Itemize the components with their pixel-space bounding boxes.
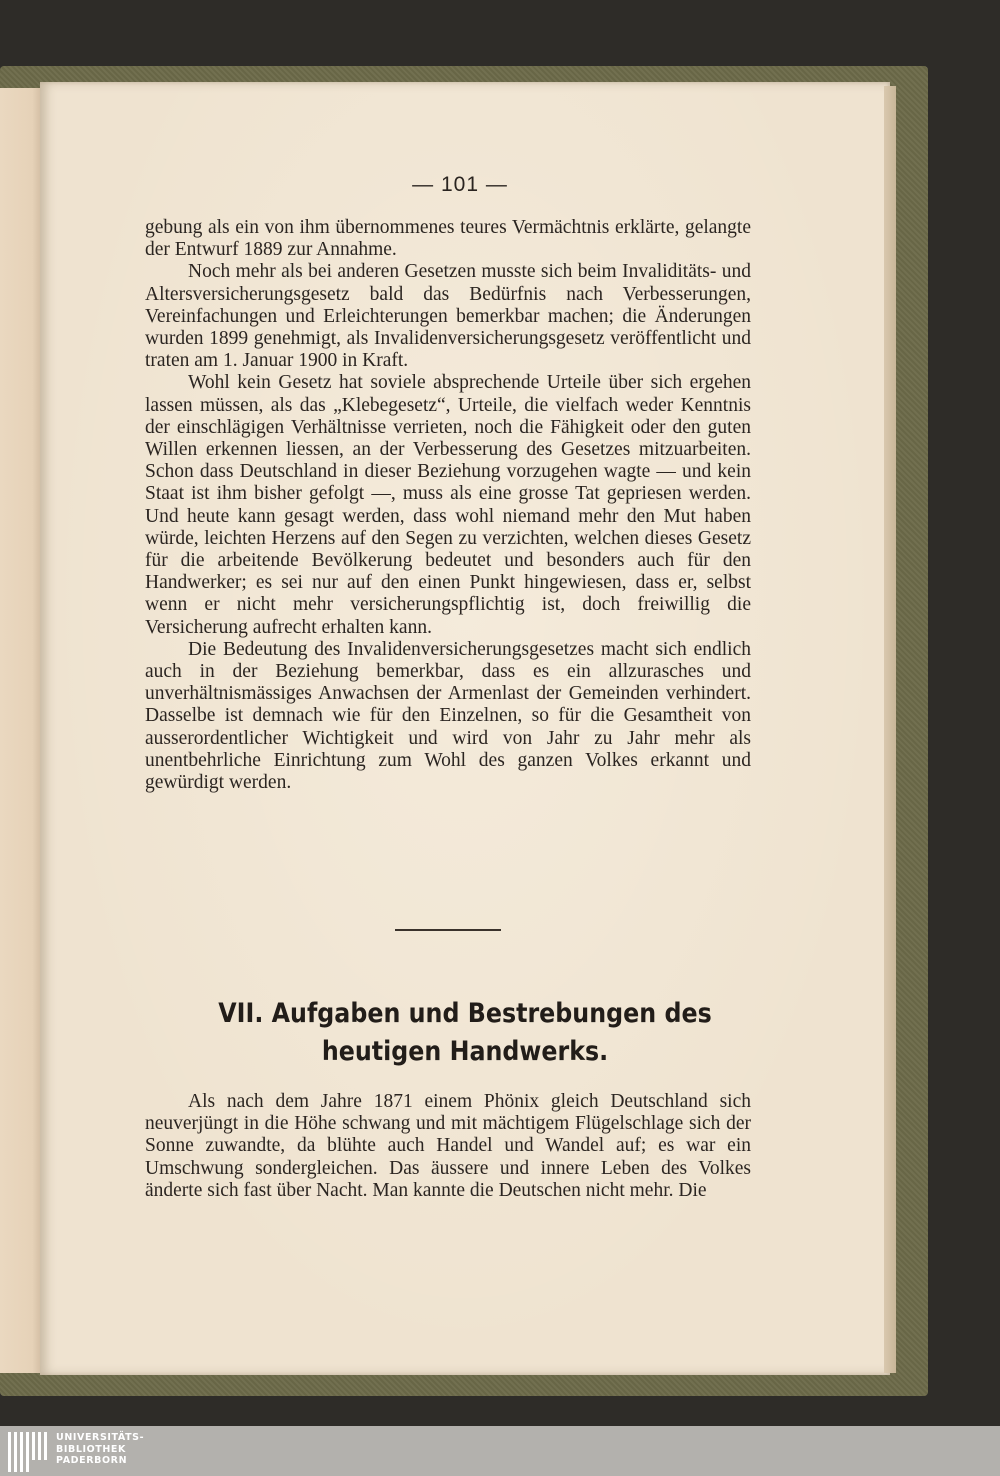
paragraph-continuation: gebung als ein von ihm übernommenes teures Vermächtnis erklärte, gelangte der Entwurf 1889 zur Annahme. — [145, 217, 751, 261]
body-text-bottom — [145, 1091, 751, 1202]
library-logo-text — [56, 1432, 144, 1467]
section-divider-rule — [395, 929, 501, 931]
page-fore-edge — [884, 86, 896, 1373]
logo-line-2: BIBLIOTHEK — [56, 1443, 126, 1455]
library-columns-icon — [8, 1432, 48, 1472]
paragraph: Wohl kein Gesetz hat soviele absprechende Urteile über sich ergehen lassen müssen, als das „Klebegesetz“, Urteile, die vielfach weder Kenntnis der einschlägigen Verhältnisse verrieten, noch die Fähigkeit oder den guten Willen erkennen liessen, an der Verbesserung des Gesetzes mitzuarbeiten. Schon dass Deutschland in dieser Beziehung vorzugehen wagte — und kein Staat ist ihm bisher gefolgt —, muss als eine grosse Tat gepriesen werden. Und heute kann gesagt werden, dass wohl niemand mehr den Mut haben würde, leichten Herzens auf den Segen zu verzichten, welchen dieses Gesetz für die arbeitende Bevölkerung bedeutet und besonders auch für den Handwerker; es sei nur auf den einen Punkt hingewiesen, dass er, selbst wenn er nicht mehr versicherungspflichtig ist, doch freiwillig die Versicherung aufrecht erhalten kann. — [145, 372, 751, 638]
logo-line-3: PADERBORN — [56, 1455, 128, 1466]
paragraph: Noch mehr als bei anderen Gesetzen musste sich beim Invaliditäts- und Altersversicherungsgesetz bald das Bedürfnis nach Verbesserungen, Vereinfachungen und Erleichterungen bemerkbar machen; die Änderungen wurden 1899 genehmigt, als Invalidenversicherungsgesetz veröffentlicht und traten am 1. Januar 1900 in Kraft. — [145, 261, 751, 372]
chapter-heading-line-2: heutigen Handwerks. — [321, 1036, 609, 1067]
paragraph: Die Bedeutung des Invalidenversicherungsgesetzes macht sich endlich auch in der Beziehung bemerkbar, dass es ein allzurasches und unverhältnismässiges Anwachsen der Armenlast der Gemeinden verhindert. Dasselbe ist demnach wie für den Einzelnen, so für die Gesamtheit von ausserordentlicher Wichtigkeit und wird von Jahr zu Jahr mehr als unentbehrliche Einrichtung zum Wohl des ganzen Volkes erkannt und gewürdigt werden. — [145, 638, 751, 794]
chapter-heading — [183, 995, 746, 1071]
chapter-heading-line-1: VII. Aufgaben und Bestrebungen des — [218, 998, 712, 1029]
logo-line-1: UNIVERSITÄTS- — [56, 1432, 145, 1443]
page-number: — 101 — — [412, 173, 508, 196]
library-footer-bar — [0, 1426, 1000, 1476]
body-text-top — [145, 217, 751, 794]
paragraph: Als nach dem Jahre 1871 einem Phönix gleich Deutschland sich neuverjüngt in die Höhe schwang und mit mächtigem Flügelschlage sich der Sonne zuwandte, da blühte auch Handel und Wandel auf; es war ein Umschwung sondergleichen. Das äussere und innere Leben des Volkes änderte sich fast über Nacht. Man kannte die Deutschen nicht mehr. Die — [145, 1091, 751, 1201]
